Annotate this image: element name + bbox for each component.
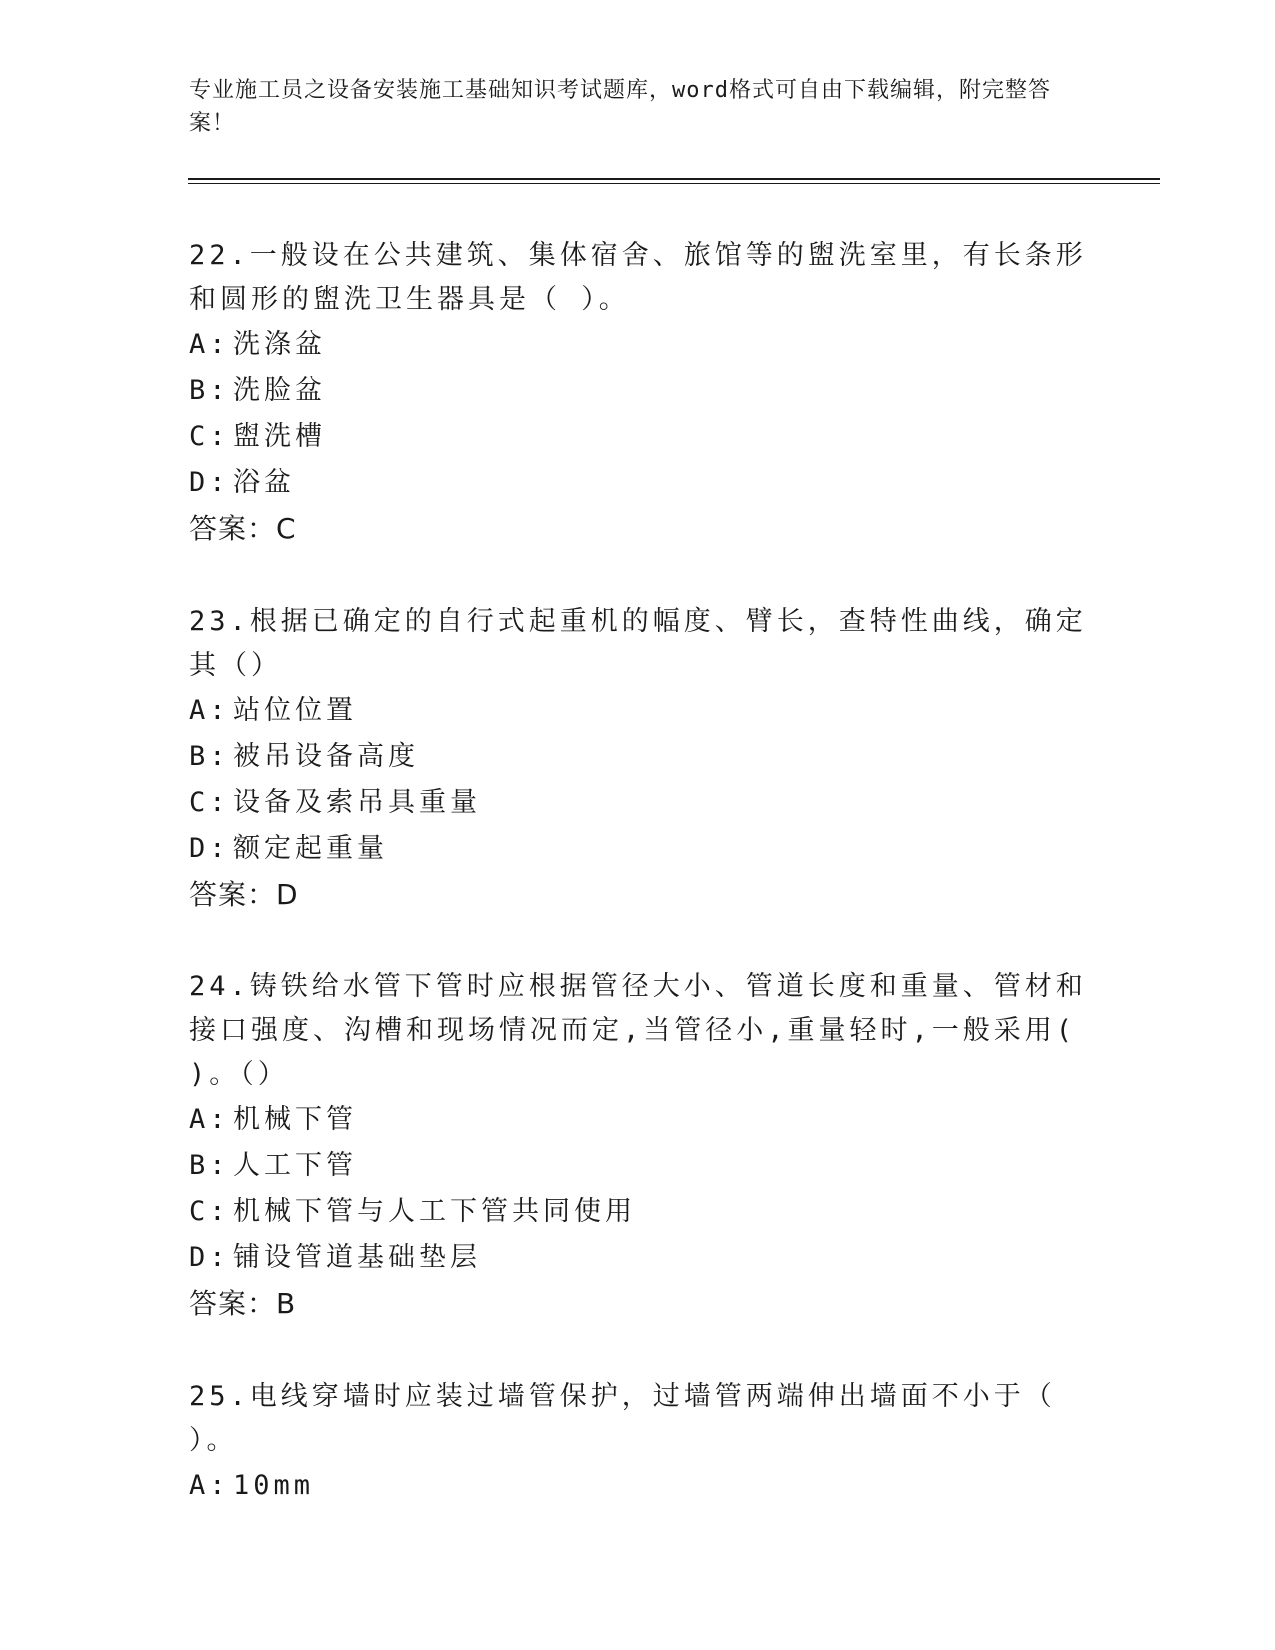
option-d (189, 1235, 1089, 1281)
option-letter: A: (189, 1470, 230, 1501)
option-c (189, 780, 1089, 826)
option-text: 人工下管 (233, 1150, 357, 1181)
option-a (189, 322, 1089, 368)
header-divider-thick (188, 178, 1160, 180)
question-22 (189, 234, 1089, 552)
option-letter: A: (189, 329, 230, 360)
option-b (189, 1143, 1089, 1189)
option-text: 设备及索吊具重量 (233, 787, 481, 818)
question-stem: 22.一般设在公共建筑、集体宿舍、旅馆等的盥洗室里，有长条形和圆形的盥洗卫生器具是（ ）。 (189, 240, 1087, 315)
option-a (189, 1097, 1089, 1143)
option-text: 机械下管与人工下管共同使用 (233, 1196, 636, 1227)
option-text: 站位位置 (233, 695, 357, 726)
question-23 (189, 600, 1089, 918)
question-25 (189, 1375, 1089, 1509)
option-text: 10mm (233, 1470, 315, 1501)
option-b (189, 368, 1089, 414)
option-d (189, 460, 1089, 506)
answer-line: 答案：B (189, 1287, 297, 1320)
option-text: 洗脸盆 (233, 375, 326, 406)
option-letter: B: (189, 1150, 230, 1181)
option-letter: B: (189, 741, 230, 772)
option-text: 铺设管道基础垫层 (233, 1242, 481, 1273)
option-letter: D: (189, 1242, 230, 1273)
option-letter: A: (189, 695, 230, 726)
answer-line: 答案：D (189, 878, 299, 911)
question-stem: 24.铸铁给水管下管时应根据管径大小、管道长度和重量、管材和接口强度、沟槽和现场情况而定,当管径小,重量轻时,一般采用( )。（） (189, 971, 1087, 1090)
option-a (189, 688, 1089, 734)
option-letter: B: (189, 375, 230, 406)
header-divider-thin (188, 183, 1160, 184)
option-a (189, 1463, 1089, 1509)
intro-text: 专业施工员之设备安装施工基础知识考试题库，word格式可自由下载编辑，附完整答案！ (189, 78, 1051, 136)
option-text: 被吊设备高度 (233, 741, 419, 772)
option-letter: C: (189, 1196, 230, 1227)
option-letter: C: (189, 787, 230, 818)
question-stem: 23.根据已确定的自行式起重机的幅度、臂长，查特性曲线，确定其（） (189, 606, 1087, 681)
option-d (189, 826, 1089, 872)
question-24 (189, 965, 1089, 1327)
option-text: 浴盆 (233, 467, 295, 498)
answer-line: 答案：C (189, 512, 297, 545)
option-letter: D: (189, 467, 230, 498)
option-letter: A: (189, 1104, 230, 1135)
option-text: 洗涤盆 (233, 329, 326, 360)
option-letter: C: (189, 421, 230, 452)
option-letter: D: (189, 833, 230, 864)
option-b (189, 734, 1089, 780)
option-text: 机械下管 (233, 1104, 357, 1135)
option-c (189, 1189, 1089, 1235)
question-stem: 25.电线穿墙时应装过墙管保护，过墙管两端伸出墙面不小于（ ）。 (189, 1381, 1056, 1456)
option-text: 额定起重量 (233, 833, 388, 864)
option-c (189, 414, 1089, 460)
option-text: 盥洗槽 (233, 421, 326, 452)
